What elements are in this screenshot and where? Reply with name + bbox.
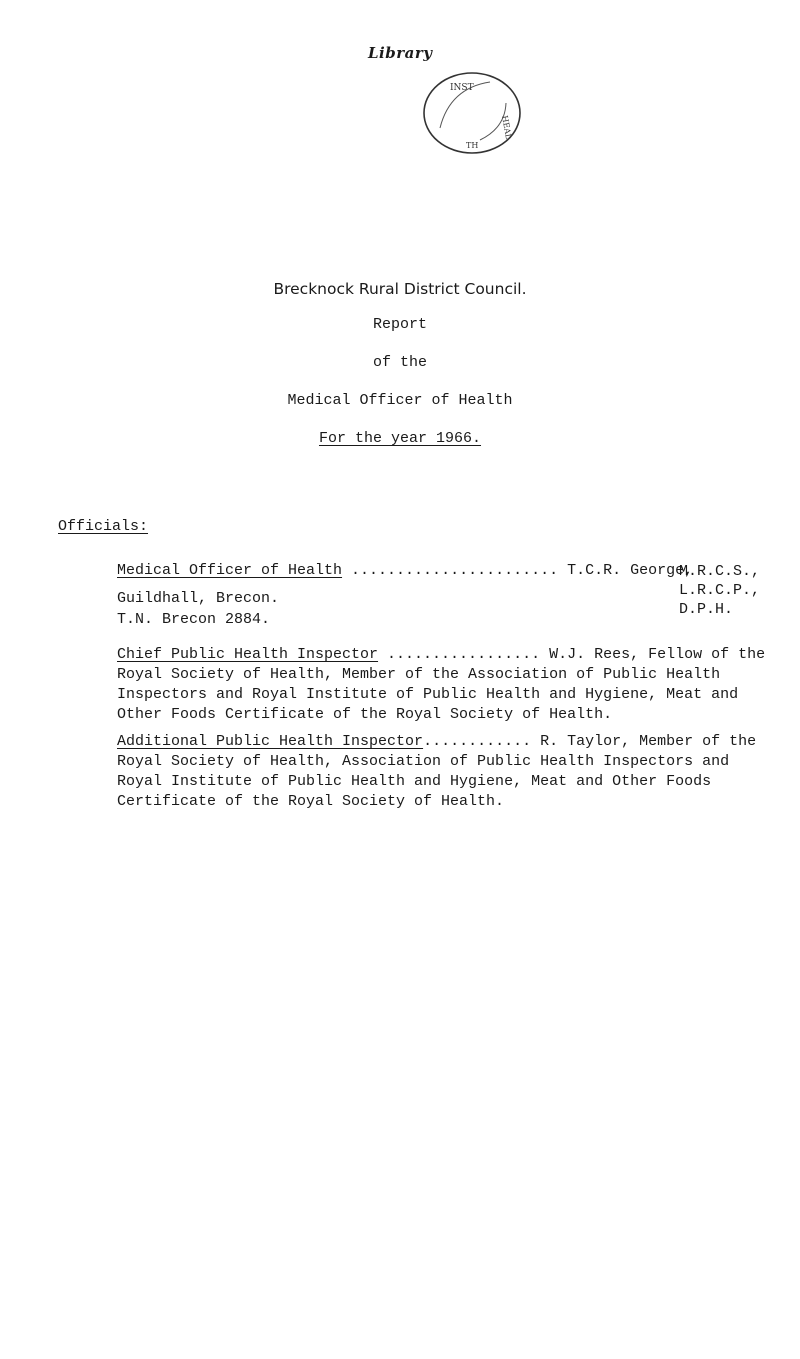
report-year: For the year 1966. (318, 430, 482, 447)
additional-phi-line: Certificate of the Royal Society of Health. (117, 793, 505, 810)
report-subtitle: of the (372, 354, 427, 371)
chief-phi-line: Inspectors and Royal Institute of Public Health and Hygiene, Meat and (117, 686, 739, 703)
additional-phi-line: ............ R. Taylor, Member of the (423, 733, 757, 750)
moh-qual: L.R.C.P., (679, 582, 761, 599)
moh-name: T.C.R. George, (558, 562, 694, 579)
library-seal-stamp (420, 68, 524, 158)
officials-heading: Officials: (58, 518, 149, 535)
moh-address (117, 588, 279, 630)
moh-dots: ....................... (342, 562, 559, 579)
moh-qual: M.R.C.S., (679, 563, 761, 580)
additional-phi-line: Royal Institute of Public Health and Hygiene, Meat and Other Foods (117, 773, 712, 790)
chief-phi-entry (117, 645, 767, 725)
chief-phi-title: Chief Public Health Inspector (117, 646, 379, 663)
address-line: T.N. Brecon 2884. (117, 611, 271, 628)
address-line: Guildhall, Brecon. (117, 590, 280, 607)
moh-qual: D.P.H. (679, 601, 734, 618)
moh-entry (117, 562, 693, 579)
chief-phi-line: ................. W.J. Rees, Fellow of the (378, 646, 766, 663)
report-officer-title: Medical Officer of Health (287, 392, 513, 409)
svg-text:INST: INST (450, 83, 474, 93)
library-handwritten-label: Library (368, 44, 433, 62)
svg-text:TH: TH (466, 141, 479, 150)
additional-phi-title: Additional Public Health Inspector (117, 733, 424, 750)
additional-phi-entry (117, 732, 767, 812)
chief-phi-line: Other Foods Certificate of the Royal Society of Health. (117, 706, 613, 723)
report-title: Report (372, 316, 427, 333)
svg-text:HEAL: HEAL (500, 114, 514, 140)
additional-phi-line: Royal Society of Health, Association of Public Health Inspectors and (117, 753, 730, 770)
chief-phi-line: Royal Society of Health, Member of the Association of Public Health (117, 666, 721, 683)
council-name: Brecknock Rural District Council. (273, 280, 527, 298)
moh-title: Medical Officer of Health (117, 562, 343, 579)
moh-qualifications (679, 562, 760, 619)
